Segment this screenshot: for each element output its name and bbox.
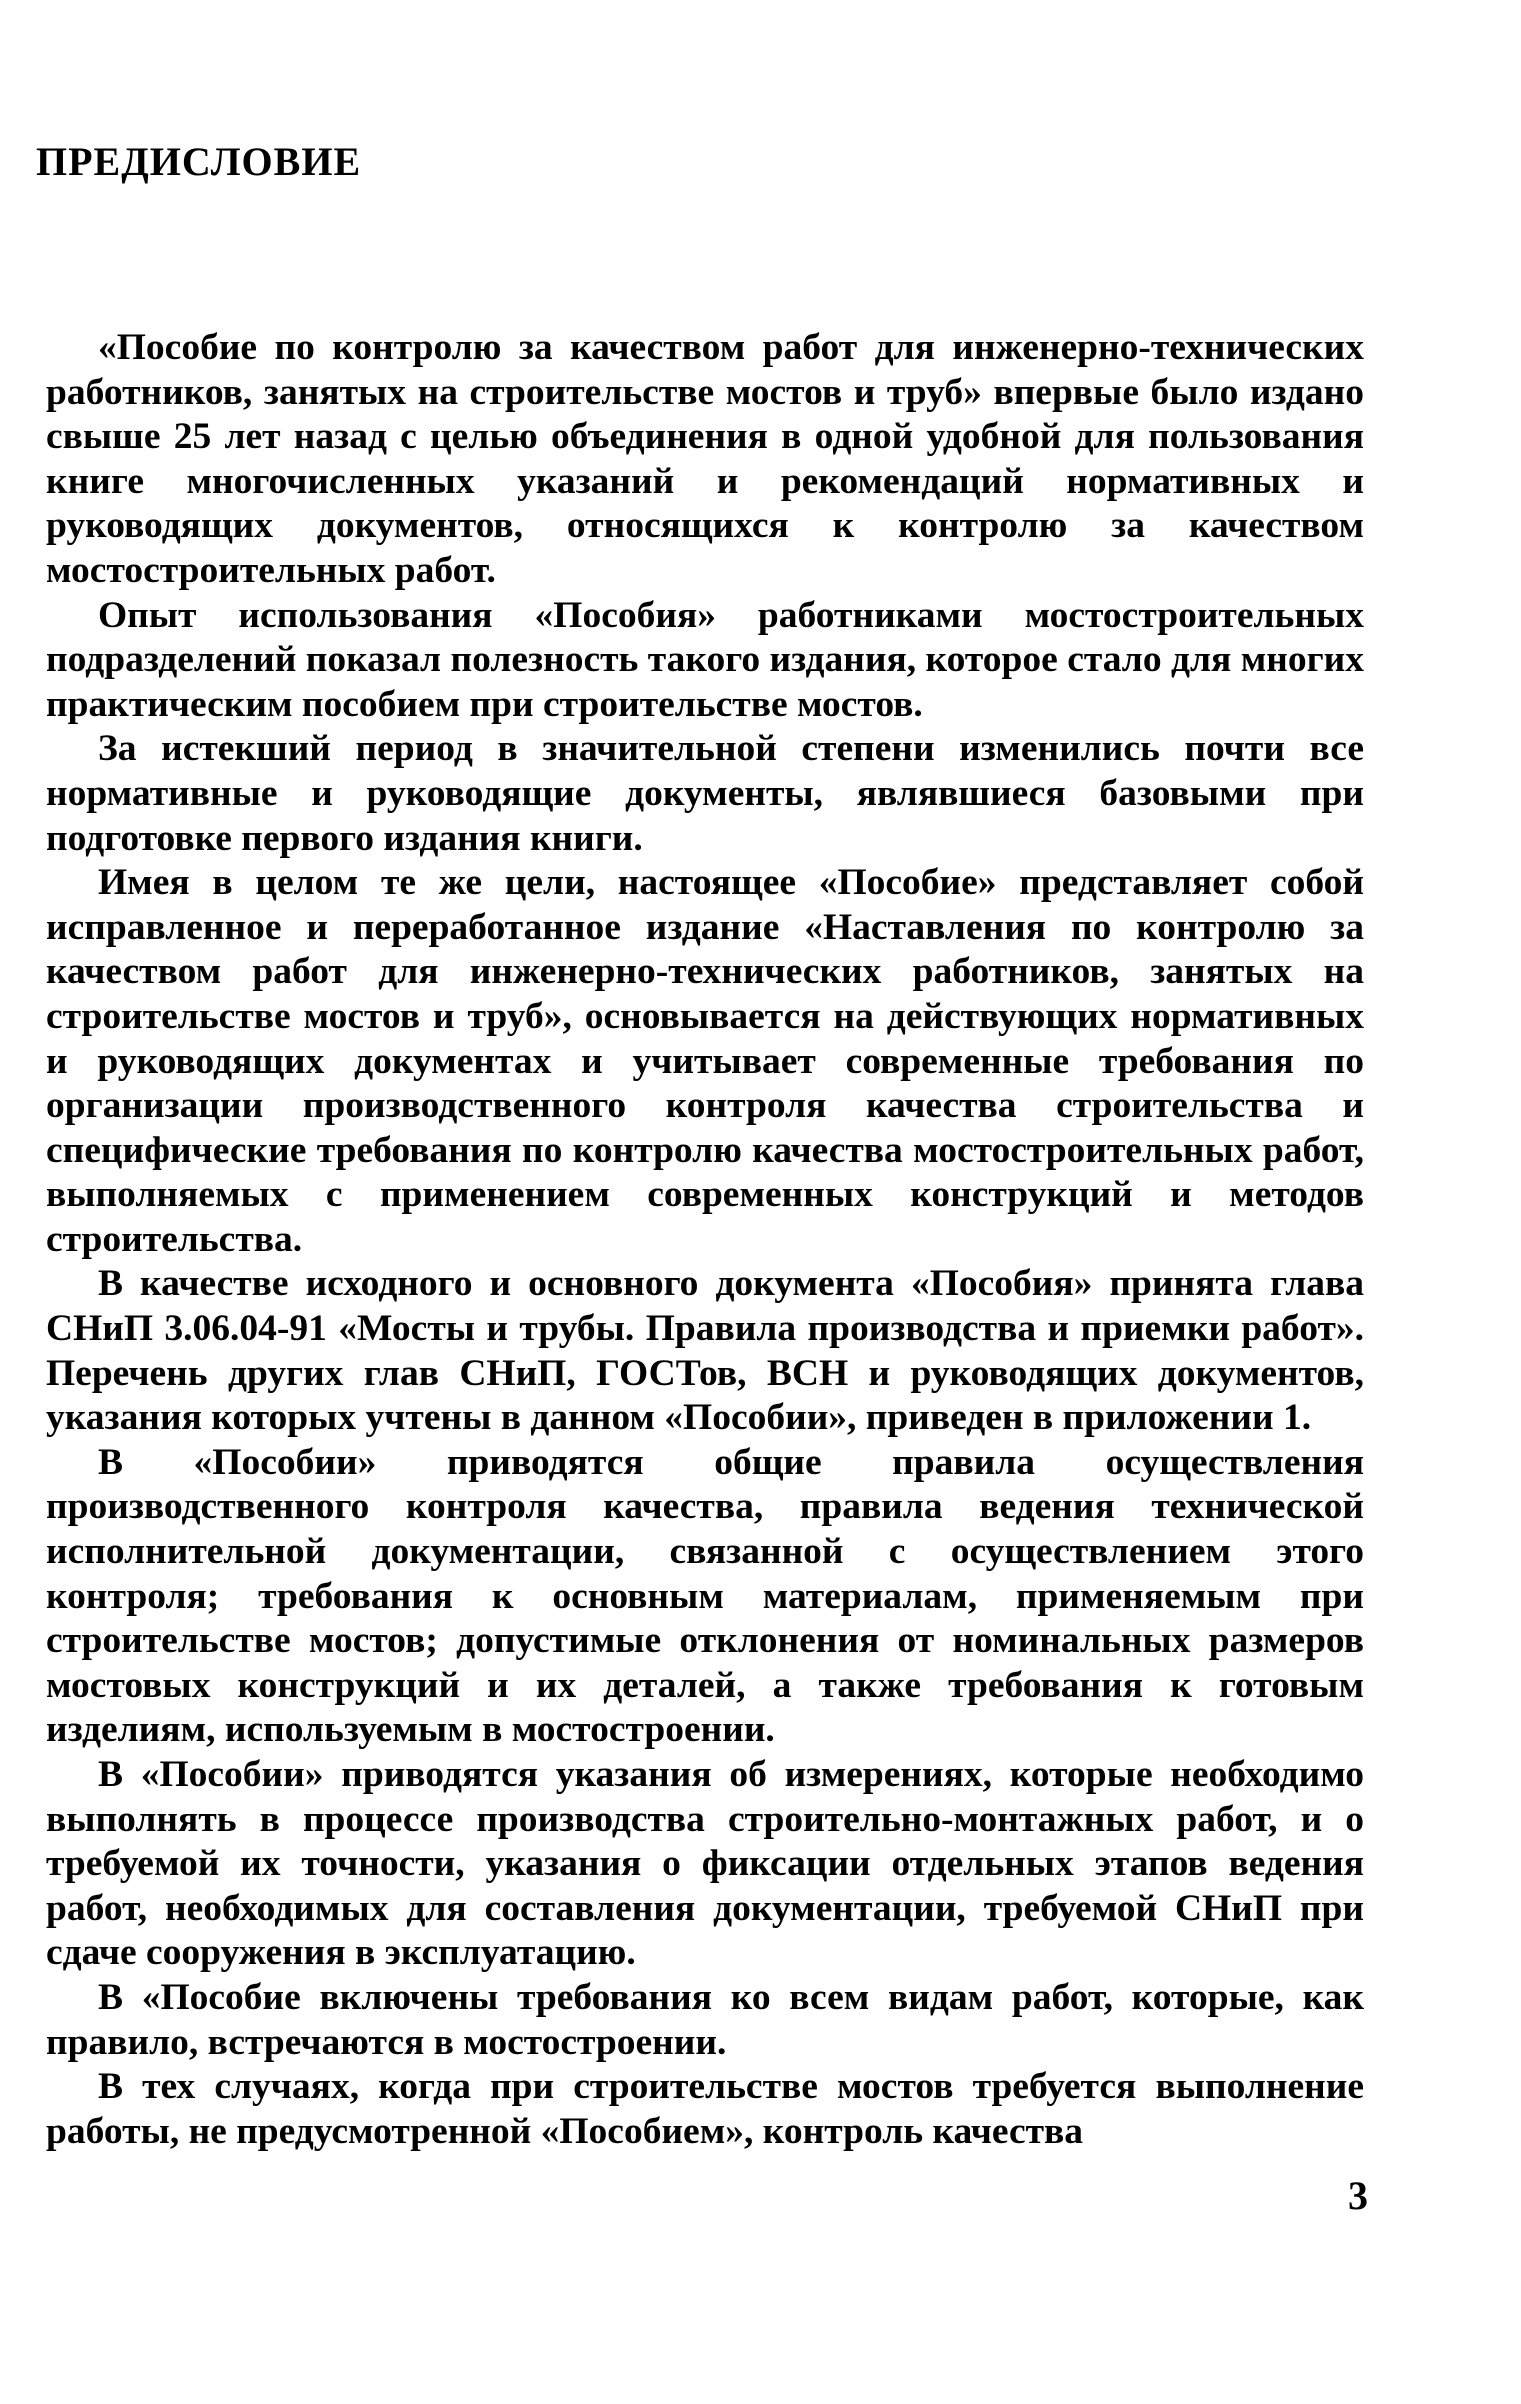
paragraph: В «Пособии» приводятся указания об измерениях, которые необходимо выполнять в процессе производства строительно-монтажных работ, и о требуемой их точности, указания о фиксации отдельных этапов ведения работ, необходимых для составления документации, требуемой СНиП при сдаче сооружения в эксплуатацию. bbox=[46, 1754, 1364, 1974]
paragraph: В качестве исходного и основного документа «Пособия» принята глава СНиП 3.06.04-91 «Мосты и трубы. Правила производства и приемки работ». Перечень других глав СНиП, ГОСТов, ВСН и руководящих документов, указания которых учтены в данном «Пособии», приведен в приложении 1. bbox=[46, 1263, 1364, 1439]
paragraph: За истекший период в значительной степени изменились почти все нормативные и руководящие документы, являвшиеся базовыми при подготовке первого издания книги. bbox=[46, 728, 1364, 859]
paragraph: Опыт использования «Пособия» работниками мостостроительных подразделений показал полезность такого издания, которое стало для многих практическим пособием при строительстве мостов. bbox=[46, 594, 1364, 725]
paragraph: В «Пособии» приводятся общие правила осуществления производственного контроля качества, правила ведения технической исполнительной документации, связанной с осуществлением этого контроля; требования к основным материалам, применяемым при строительстве мостов; допустимые отклонения от номинальных размеров мостовых конструкций и их деталей, а также требования к готовым изделиям, используемым в мостостроении. bbox=[46, 1441, 1364, 1751]
paragraph: Имея в целом те же цели, настоящее «Пособие» представляет собой исправленное и переработанное издание «Наставления по контролю за качеством работ для инженерно-технических работников, занятых на строительстве мостов и труб», основывается на действующих нормативных и руководящих документах и учитывает современные требования по организации производственного контроля качества строительства и специфические требования по контролю качества мостостроительных работ, выполняемых с применением современных конструкций и методов строительства. bbox=[46, 862, 1364, 1260]
paragraph: В тех случаях, когда при строительстве мостов требуется выполнение работы, не предусмотренной «Пособием», контроль качества bbox=[46, 2066, 1364, 2152]
paragraph: «Пособие по контролю за качеством работ для инженерно-технических работников, занятых на строительстве мостов и труб» впервые было издано свыше 25 лет назад с целью объединения в одной удобной для пользования книге многочисленных указаний и рекомендаций нормативных и руководящих документов, относящихся к контролю за качеством мостостроительных работ. bbox=[46, 327, 1364, 591]
page-heading: ПРЕДИСЛОВИЕ bbox=[36, 139, 362, 184]
body-text bbox=[46, 326, 1364, 2154]
page-number: 3 bbox=[1348, 2173, 1368, 2218]
paragraph: В «Пособие включены требования ко всем видам работ, которые, как правило, встречаются в мостостроении. bbox=[46, 1976, 1364, 2063]
